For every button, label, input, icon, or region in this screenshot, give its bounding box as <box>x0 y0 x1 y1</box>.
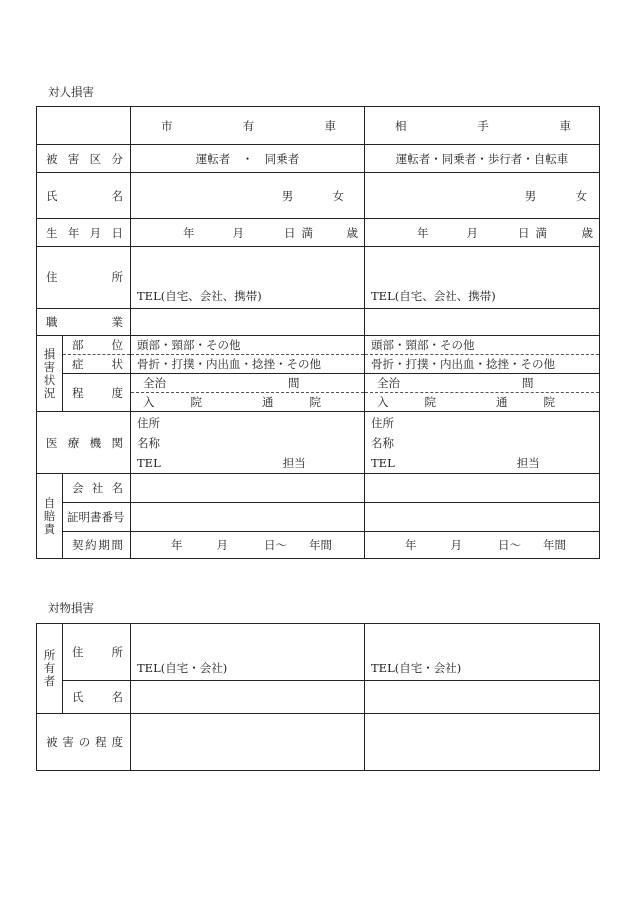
injury-symptom-label: 症状 <box>63 355 131 374</box>
header-own-char: 市 <box>161 118 173 133</box>
hospital: 院 <box>543 395 555 409</box>
medical-name: 名称 <box>371 435 394 450</box>
occupation-label: 職業 <box>37 309 131 336</box>
dob-year: 年 <box>183 225 195 240</box>
insurance-group-char: 自 <box>43 495 56 510</box>
owner-name-other[interactable] <box>365 681 600 714</box>
contract-year: 年 <box>171 538 183 552</box>
header-own-char: 車 <box>324 118 336 133</box>
outpatient: 通 <box>262 395 274 409</box>
medical-label: 医療機関 <box>37 412 131 474</box>
dob-own-field[interactable] <box>131 219 365 247</box>
medical-person: 担当 <box>282 455 306 470</box>
dob-full: 満 <box>535 225 547 240</box>
hospital: 院 <box>309 395 321 409</box>
injury-hospital-other[interactable] <box>365 393 600 412</box>
personal-damage-table <box>36 106 600 559</box>
insurance-cert-own[interactable] <box>131 503 365 532</box>
owner-address-other[interactable] <box>365 624 600 681</box>
injury-part-label: 部位 <box>63 336 131 355</box>
owner-group-char: 有 <box>43 661 56 675</box>
header-other-char: 車 <box>559 118 571 133</box>
owner-tel-own: TEL(自宅・会社) <box>137 661 228 675</box>
insurance-company-label: 会社名 <box>63 474 131 503</box>
name-label: 氏名 <box>37 173 131 219</box>
hospital: 院 <box>190 395 202 409</box>
header-other-char: 相 <box>395 118 407 133</box>
damage-degree-other[interactable] <box>365 714 600 771</box>
owner-group-char: 者 <box>43 674 56 688</box>
contract-month: 月 <box>450 538 462 552</box>
insurance-company-own[interactable] <box>131 474 365 503</box>
name-own-field[interactable] <box>131 173 365 219</box>
injury-group-char: 況 <box>43 385 56 400</box>
period: 間 <box>522 376 534 390</box>
owner-name-own[interactable] <box>131 681 365 714</box>
dob-full: 満 <box>301 225 313 240</box>
header-other-vehicle <box>365 107 600 145</box>
medical-address: 住所 <box>137 415 160 430</box>
insurance-group-char: 責 <box>43 521 56 536</box>
medical-other-field[interactable] <box>365 412 600 474</box>
full-cure: 全治 <box>143 376 166 390</box>
injury-group-char: 害 <box>43 359 56 374</box>
medical-own-field[interactable] <box>131 412 365 474</box>
victim-class-other[interactable]: 運転者・同乗者・歩行者・自転車 <box>365 145 600 173</box>
dob-day: 日 <box>518 225 530 240</box>
injury-group-char: 状 <box>43 372 56 387</box>
insurance-contract-own[interactable] <box>131 532 365 559</box>
dob-year: 年 <box>417 225 429 240</box>
injury-symptom-own[interactable]: 骨折・打撲・内出血・捻挫・その他 <box>131 355 365 374</box>
dob-month: 月 <box>232 225 244 240</box>
property-damage-table <box>36 623 600 771</box>
contract-year: 年 <box>405 538 417 552</box>
owner-tel-other: TEL(自宅・会社) <box>371 661 462 675</box>
injury-hospital-own[interactable] <box>131 393 365 412</box>
name-other-field[interactable] <box>365 173 600 219</box>
occupation-other-field[interactable] <box>365 309 600 336</box>
period: 間 <box>288 376 300 390</box>
owner-address-label: 住所 <box>63 624 131 681</box>
injury-part-other[interactable]: 頭部・頸部・その他 <box>365 336 600 355</box>
address-label: 住所 <box>37 247 131 309</box>
full-cure: 全治 <box>377 376 400 390</box>
gender-female[interactable]: 女 <box>332 188 344 203</box>
address-other-field[interactable] <box>365 247 600 309</box>
insurance-cert-other[interactable] <box>365 503 600 532</box>
medical-tel: TEL <box>137 455 161 470</box>
insurance-contract-other[interactable] <box>365 532 600 559</box>
injury-cure-own[interactable] <box>131 374 365 393</box>
injury-group-char: 損 <box>43 346 56 361</box>
injury-group-label <box>37 336 63 412</box>
insurance-contract-label: 契約期間 <box>63 532 131 559</box>
property-section-title: 対物損害 <box>48 601 94 615</box>
inpatient: 入 <box>377 395 389 409</box>
dob-other-field[interactable] <box>365 219 600 247</box>
injury-part-own[interactable]: 頭部・頸部・その他 <box>131 336 365 355</box>
gender-female[interactable]: 女 <box>575 188 587 203</box>
owner-address-own[interactable] <box>131 624 365 681</box>
insurance-cert-label: 証明書番号 <box>63 503 131 532</box>
contract-day: 日〜 <box>264 538 287 552</box>
dob-age: 歳 <box>581 225 593 240</box>
owner-name-label: 氏名 <box>63 681 131 714</box>
hospital: 院 <box>424 395 436 409</box>
contract-years: 年間 <box>309 538 332 552</box>
contract-years: 年間 <box>543 538 566 552</box>
header-own-char: 有 <box>242 118 255 133</box>
contract-day: 日〜 <box>498 538 521 552</box>
dob-day: 日 <box>284 225 296 240</box>
medical-name: 名称 <box>137 435 160 450</box>
damage-degree-own[interactable] <box>131 714 365 771</box>
address-own-field[interactable] <box>131 247 365 309</box>
gender-male[interactable]: 男 <box>281 188 294 203</box>
medical-person: 担当 <box>516 455 540 470</box>
medical-address: 住所 <box>371 415 394 430</box>
gender-male[interactable]: 男 <box>524 188 537 203</box>
contract-month: 月 <box>216 538 228 552</box>
header-other-char: 手 <box>477 118 489 133</box>
insurance-group-char: 賠 <box>43 508 56 523</box>
injury-cure-other[interactable] <box>365 374 600 393</box>
damage-degree-label: 被害の程度 <box>37 714 131 771</box>
inpatient: 入 <box>143 395 155 409</box>
owner-group-label <box>37 624 63 714</box>
medical-tel: TEL <box>371 455 395 470</box>
injury-degree-label: 程度 <box>63 374 131 412</box>
injury-symptom-other[interactable]: 骨折・打撲・内出血・捻挫・その他 <box>365 355 600 374</box>
dob-label: 生年月日 <box>37 219 131 247</box>
address-own-tel: TEL(自宅、会社、携帯) <box>137 289 262 303</box>
owner-group-char: 所 <box>43 648 56 662</box>
dob-age: 歳 <box>346 225 358 240</box>
victim-class-own[interactable]: 運転者 ・ 同乗者 <box>131 145 365 173</box>
occupation-own-field[interactable] <box>131 309 365 336</box>
insurance-group-label <box>37 474 63 559</box>
header-blank <box>37 107 131 145</box>
victim-class-label: 被害区分 <box>37 145 131 173</box>
header-own-vehicle <box>131 107 365 145</box>
outpatient: 通 <box>496 395 508 409</box>
insurance-company-other[interactable] <box>365 474 600 503</box>
dob-month: 月 <box>466 225 478 240</box>
address-other-tel: TEL(自宅、会社、携帯) <box>371 289 496 303</box>
personal-section-title: 対人損害 <box>48 85 94 99</box>
